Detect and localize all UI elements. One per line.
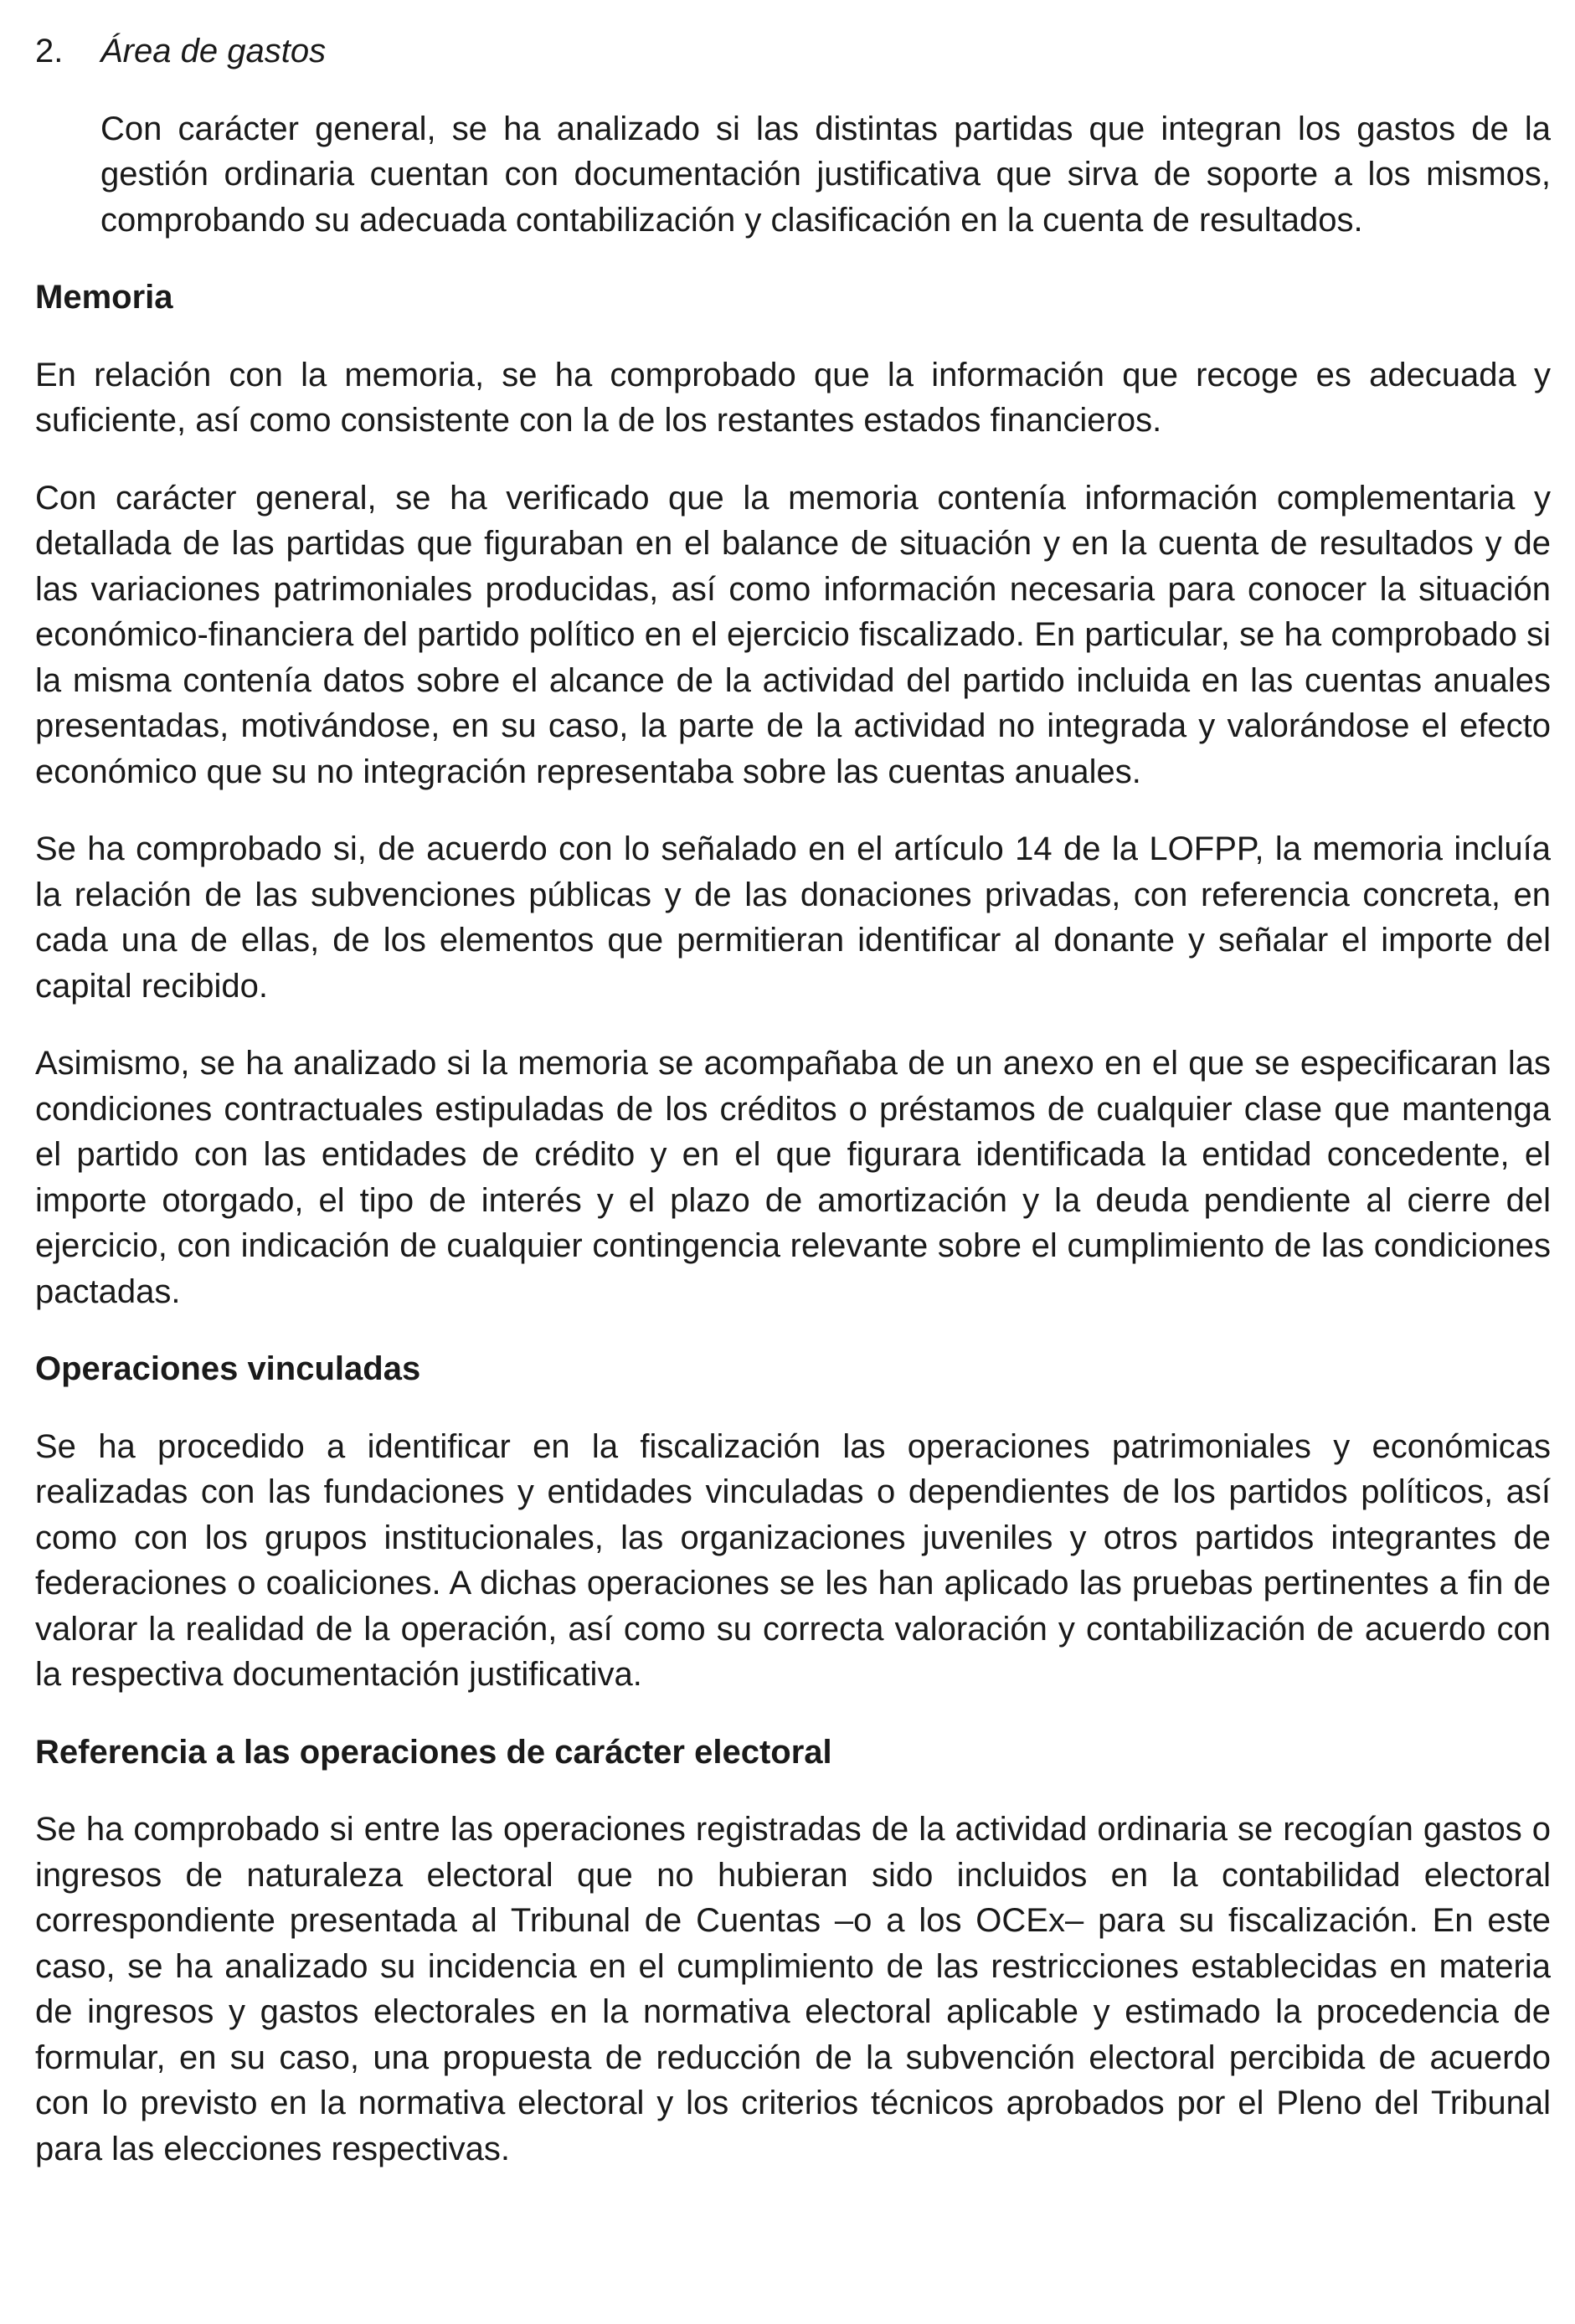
heading-operaciones-vinculadas: Operaciones vinculadas — [35, 1350, 421, 1387]
heading-memoria: Memoria — [35, 279, 173, 316]
section-title: Área de gastos — [100, 33, 327, 69]
paragraph-memoria-2: Con carácter general, se ha verificado que la memoria contenía información complementaria y detallada de las partidas que figuraban en el balance de situación y en la cuenta de resultados y de las variaciones patrimoniales producidas, así como información necesaria para conocer la situación económico-financiera del partido político en el ejercicio fiscalizado. En particular, se ha comprobado si la misma contenía datos sobre el alcance de la actividad del partido incluida en las cuentas anuales presentadas, motivándose, en su caso, la parte de la actividad no integrada y valorándose el efecto económico que su no integración representaba sobre las cuentas anuales. — [35, 479, 1551, 790]
paragraph-memoria-3: Se ha comprobado si, de acuerdo con lo señalado en el artículo 14 de la LOFPP, la memoria incluía la relación de las subvenciones públicas y de las donaciones privadas, con referencia concreta, en cada una de ellas, de los elementos que permitieran identificar al donante y señalar el importe del capital recibido. — [35, 830, 1551, 1005]
paragraph-memoria-1: En relación con la memoria, se ha comprobado que la información que recoge es adecuada y suficiente, así como consistente con la de los restantes estados financieros. — [35, 356, 1551, 439]
heading-operaciones-electorales: Referencia a las operaciones de carácter electoral — [35, 1733, 832, 1771]
paragraph-gastos: Con carácter general, se ha analizado si las distintas partidas que integran los gastos de la gestión ordinaria cuentan con documentación justificativa que sirva de soporte a los mismos, comprobando su adecuada contabilización y clasificación en la cuenta de resultados. — [100, 110, 1551, 239]
paragraph-electoral-1: Se ha comprobado si entre las operaciones registradas de la actividad ordinaria se recogían gastos o ingresos de naturaleza electoral que no hubieran sido incluidos en la contabilidad electoral correspondiente presentada al Tribunal de Cuentas –o a los OCEx– para su fiscalización. En este caso, se ha analizado su incidencia en el cumplimiento de las restricciones establecidas en materia de ingresos y gastos electorales en la normativa electoral aplicable y estimado la procedencia de formular, en su caso, una propuesta de reducción de la subvención electoral percibida de acuerdo con lo previsto en la normativa electoral y los criterios técnicos aprobados por el Pleno del Tribunal para las elecciones respectivas. — [35, 1811, 1551, 2167]
paragraph-memoria-4: Asimismo, se ha analizado si la memoria se acompañaba de un anexo en el que se especificaran las condiciones contractuales estipuladas de los créditos o préstamos de cualquier clase que mantenga el partido con las entidades de crédito y en el que figurara identificada la entidad concedente, el importe otorgado, el tipo de interés y el plazo de amortización y la deuda pendiente al cierre del ejercicio, con indicación de cualquier contingencia relevante sobre el cumplimiento de las condiciones pactadas. — [35, 1045, 1551, 1310]
paragraph-vinculadas-1: Se ha procedido a identificar en la fiscalización las operaciones patrimoniales y económicas realizadas con las fundaciones y entidades vinculadas o dependientes de los partidos políticos, así como con los grupos institucionales, las organizaciones juveniles y otros partidos integrantes de federaciones o coaliciones. A dichas operaciones se les han aplicado las pruebas pertinentes a fin de valorar la realidad de la operación, así como su correcta valoración y contabilización de acuerdo con la respectiva documentación justificativa. — [35, 1427, 1551, 1693]
section-number: 2. — [35, 33, 64, 69]
section-heading — [35, 28, 1551, 75]
document-page — [35, 28, 1551, 2203]
